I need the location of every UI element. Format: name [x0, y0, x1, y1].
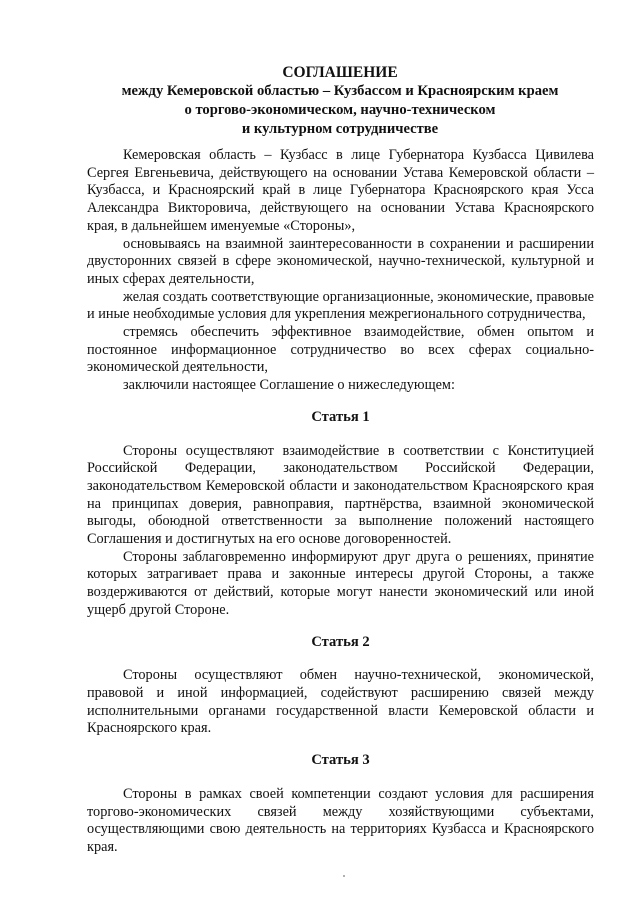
subtitle-line-2: о торгово-экономическом, научно-техническом: [184, 102, 496, 118]
subtitle-line-3: и культурном сотрудничестве: [241, 121, 439, 137]
preamble-paragraph: основываясь на взаимной заинтересованности в сохранении и расширении двусторонних связей в сфере экономической, научно-технической, культурной и иных сферах деятельности,: [87, 235, 594, 287]
article-heading: Статья 2: [311, 633, 370, 650]
preamble-paragraph: стремясь обеспечить эффективное взаимодействие, обмен опытом и постоянное информационное сотрудничество во всех сферах социально-экономической деятельности,: [87, 324, 594, 376]
article-paragraph: Стороны осуществляют обмен научно-технической, экономической, правовой и иной информацией, содействуют расширению связей между исполнительными органами государственной власти Кемеровской области и Красноярского края.: [87, 667, 594, 737]
article-paragraph: Стороны осуществляют взаимодействие в соответствии с Конституцией Российской Федерации, законодательством Российской Федерации, законодательством Кемеровской области и законодательством Красноярского края на принципах доверия, равноправия, партнёрства, взаимной экономической выгоды, обоюдной ответственности за выполнение положений настоящего Соглашения и достигнутых на его основе договоренностей.: [87, 442, 594, 548]
article-paragraph: Стороны заблаговременно информируют друг друга о решениях, принятие которых затрагивает права и законные интересы другой Стороны, а также воздерживаются от действий, которые могут нанести экономический или иной ущерб другой Стороне.: [87, 548, 594, 618]
document-title: СОГЛАШЕНИЕ: [282, 64, 398, 81]
subtitle-line-1: между Кемеровской областью – Кузбассом и Красноярским краем: [121, 83, 559, 99]
article-heading: Статья 1: [311, 408, 370, 425]
document-header: [80, 63, 600, 139]
scan-speck: [343, 875, 345, 877]
document-body: [87, 147, 594, 857]
preamble-paragraph: желая создать соответствующие организационные, экономические, правовые и иные необходимые условия для укрепления межрегионального сотрудничества,: [87, 288, 594, 323]
article-paragraph: Стороны в рамках своей компетенции создают условия для расширения торгово-экономических связей между хозяйствующими субъектами, осуществляющими свою деятельность на территориях Кузбасса и Красноярского края.: [87, 785, 594, 855]
preamble-paragraph: заключили настоящее Соглашение о нижеследующем:: [123, 377, 455, 394]
article-heading: Статья 3: [311, 752, 370, 769]
preamble-paragraph: Кемеровская область – Кузбасс в лице Губернатора Кузбасса Цивилева Сергея Евгеньевича, действующего на основании Устава Кемеровской области – Кузбасса, и Красноярский край в лице Губернатора Красноярского края Усса Александра Викторовича, действующего на основании Устава Красноярского края, в дальнейшем именуемые «Стороны»,: [87, 147, 594, 234]
